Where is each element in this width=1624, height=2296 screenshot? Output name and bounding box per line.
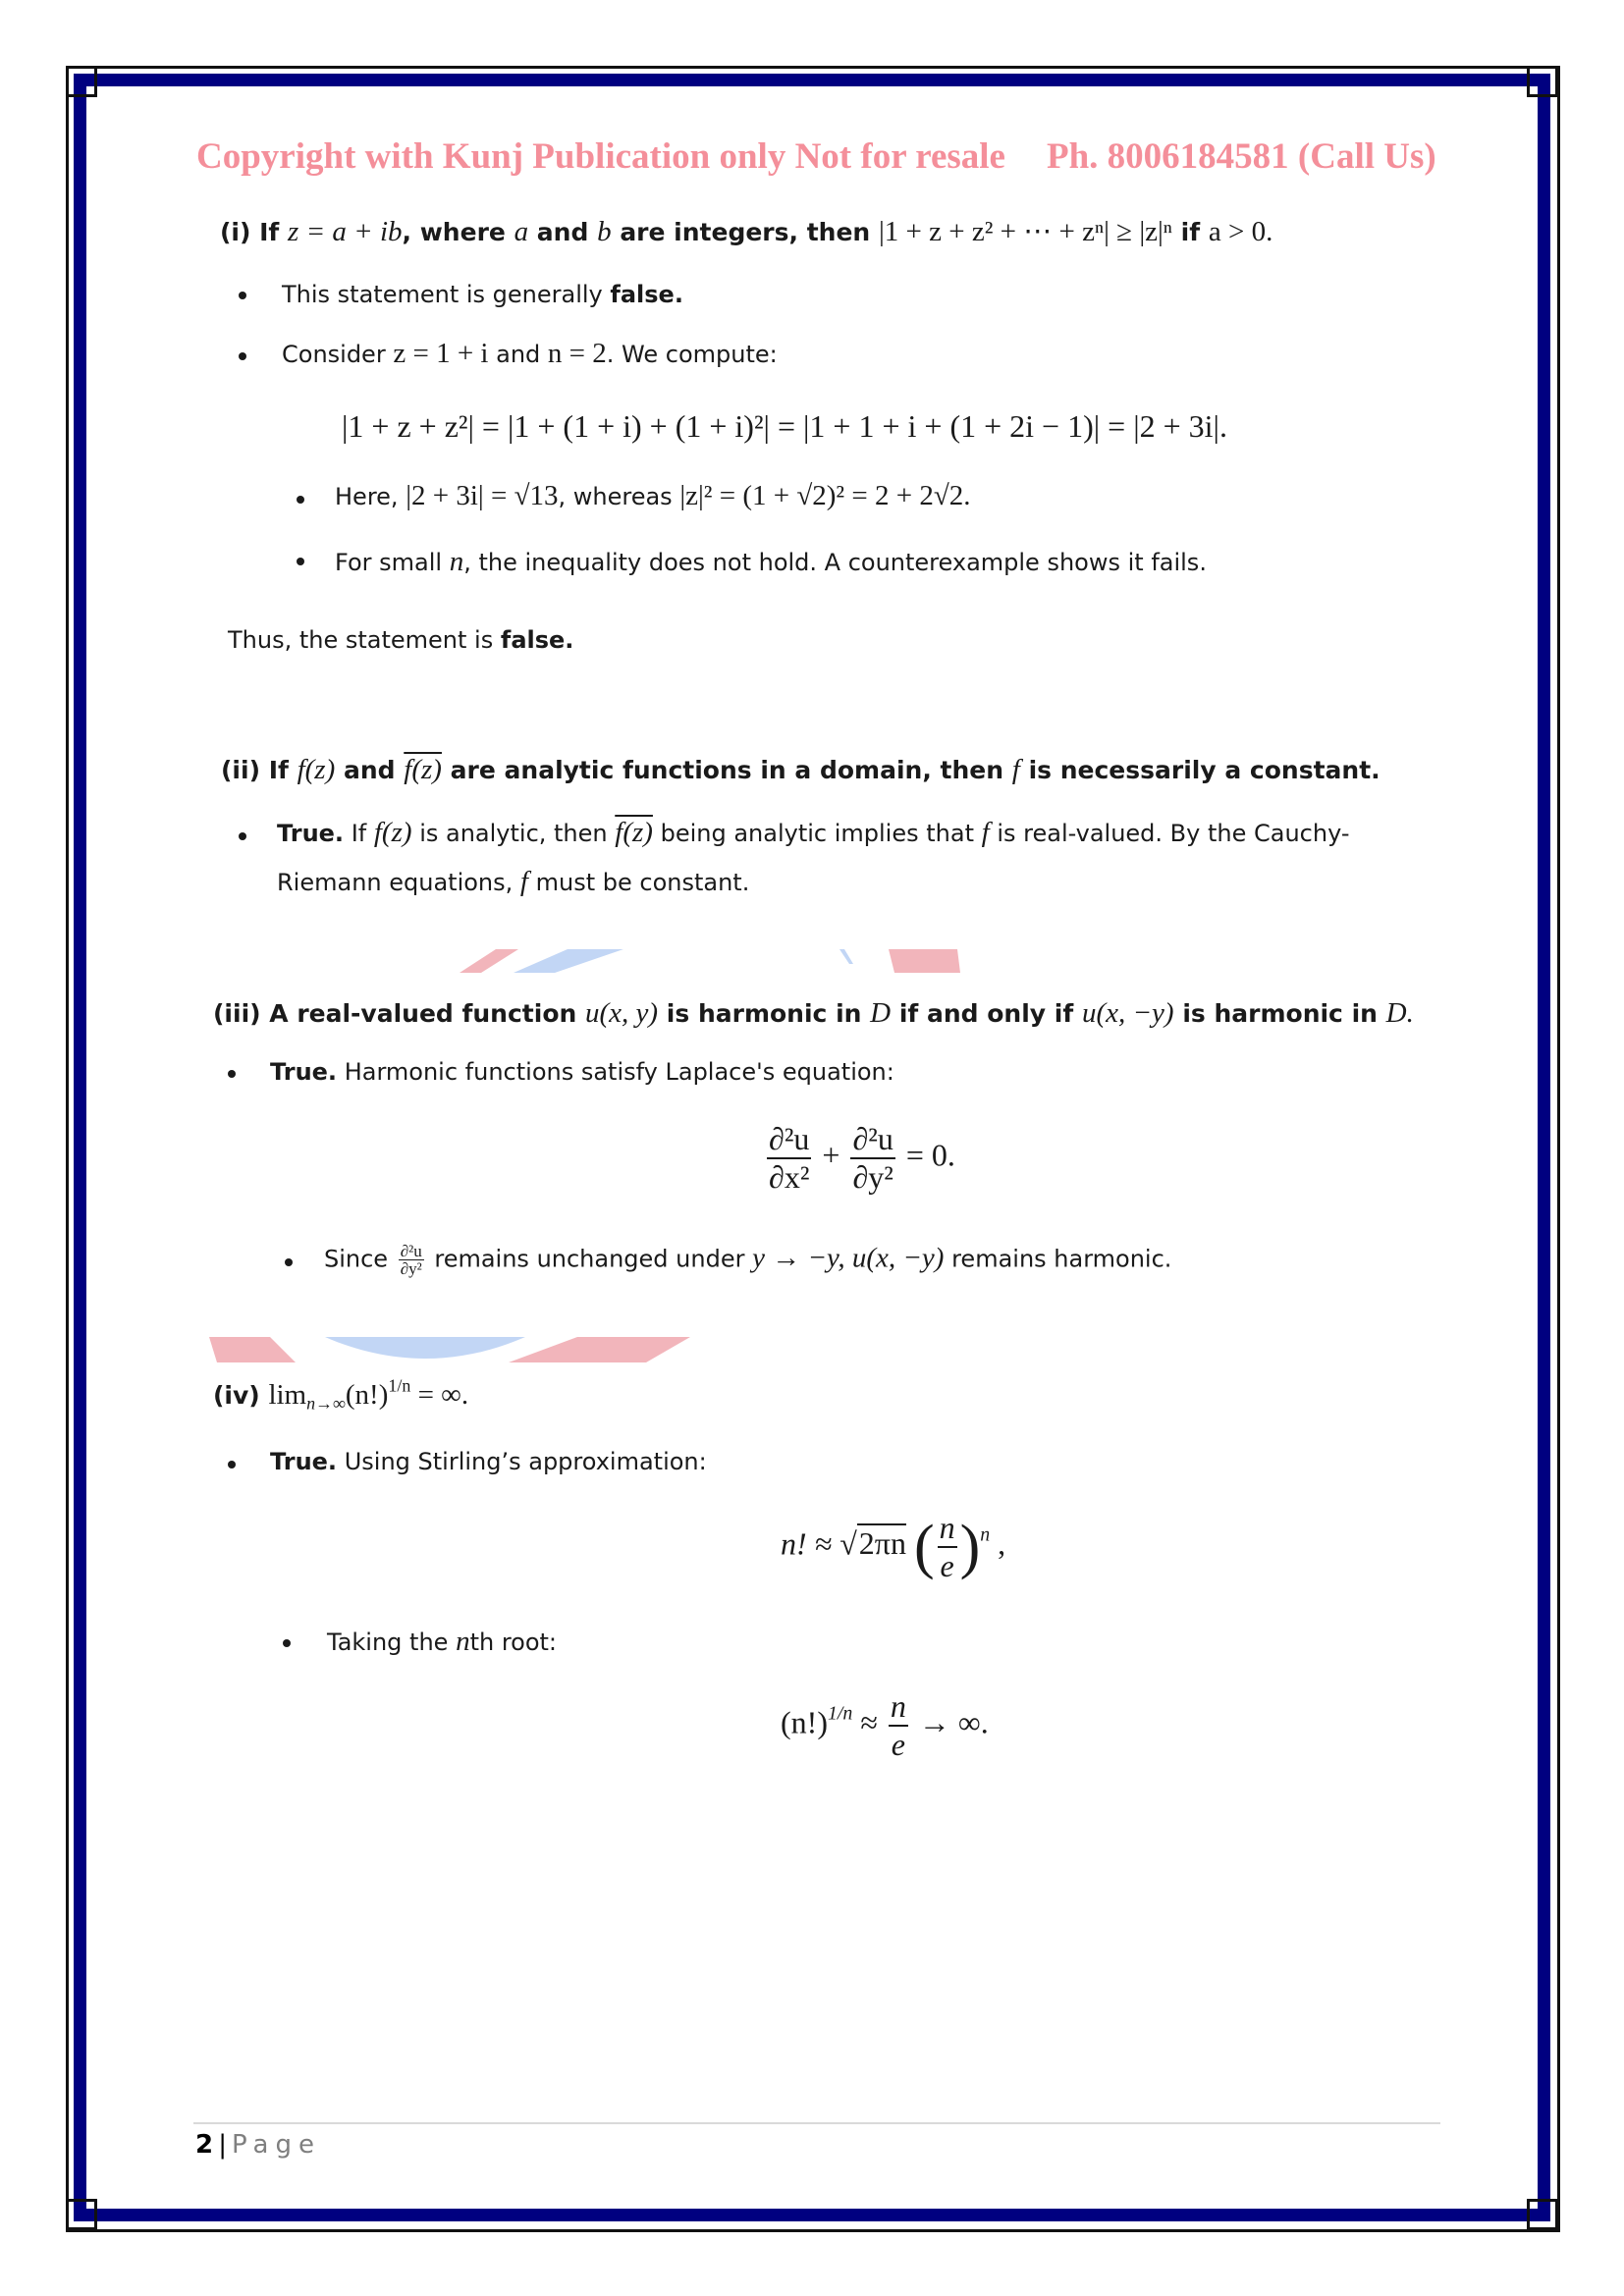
section-iii-bullet-1 — [270, 1060, 894, 1084]
math-expr: |z|² = (1 + √2)² = 2 + 2√2. — [679, 480, 971, 511]
plus-sign: + — [822, 1137, 840, 1173]
math-expr: a > 0. — [1208, 216, 1273, 247]
sqrt-icon: √ — [839, 1525, 857, 1562]
bullet-icon — [228, 1461, 236, 1468]
math-rhs: = ∞. — [417, 1379, 469, 1411]
border-corner-bl — [66, 2199, 97, 2230]
section-i-sub-bullet-2 — [335, 548, 1207, 576]
bullet-text: remains unchanged under — [434, 1245, 745, 1273]
section-iii-sub-bullet-1 — [324, 1243, 1171, 1277]
math-expr: y → −y, u(x, −y) — [752, 1242, 945, 1274]
bullet-bold-text: True. — [270, 1448, 338, 1475]
bullet-bold-text: false. — [610, 281, 683, 308]
border-corner-tr — [1527, 66, 1558, 97]
math-expr: f(z) — [373, 817, 412, 848]
page-footer — [195, 2130, 321, 2160]
math-var: n — [449, 546, 464, 577]
lim-subscript: n→∞ — [306, 1393, 346, 1414]
lim-operator: lim — [268, 1379, 307, 1411]
section-ii-bullet-1 — [277, 819, 1350, 847]
border-left — [74, 74, 86, 2221]
copyright-notice — [196, 135, 1005, 178]
heading-label: (iii) A real-valued function — [213, 999, 577, 1028]
limit-expression — [268, 1375, 469, 1414]
section-ii-bullet-1-line-2 — [277, 868, 749, 896]
bullet-text: Here, — [335, 483, 399, 510]
border-corner-br — [1527, 2199, 1558, 2230]
bullet-text: being analytic implies that — [660, 820, 974, 847]
fraction — [889, 1688, 908, 1763]
math-expr: f(z) — [297, 754, 336, 785]
heading-text: if — [1180, 218, 1201, 246]
fraction-numerator: ∂²u — [767, 1121, 811, 1159]
section-iii-heading — [213, 997, 1414, 1030]
math-var: n — [456, 1626, 470, 1657]
bullet-icon — [285, 1258, 293, 1266]
watermark-stripe-pink — [509, 1337, 690, 1362]
bullet-text: Riemann equations, — [277, 869, 514, 896]
heading-text: , where — [402, 218, 506, 246]
section-i-sub-bullet-1 — [335, 482, 971, 510]
bullet-icon — [239, 352, 246, 360]
bullet-icon — [239, 832, 246, 840]
bullet-text: This statement is generally — [282, 281, 603, 308]
math-expr: u(x, −y) — [1081, 997, 1174, 1029]
watermark-tick-blue — [839, 949, 853, 964]
section-i-heading — [220, 214, 1272, 248]
heading-text: is harmonic in — [666, 999, 862, 1028]
section-i-conclusion — [228, 628, 573, 652]
fraction — [850, 1121, 894, 1196]
fraction-numerator: ∂²u — [400, 1242, 422, 1260]
bullet-icon — [239, 292, 246, 299]
phone-notice — [1047, 135, 1436, 178]
section-i-equation — [342, 408, 1227, 445]
bullet-text: remains harmonic. — [951, 1245, 1172, 1273]
right-paren: ) — [959, 1514, 981, 1580]
heading-label: (i) If — [220, 218, 280, 246]
bullet-icon — [228, 1070, 236, 1078]
approx-sign: ≈ — [860, 1704, 878, 1740]
fraction-numerator: n — [938, 1510, 957, 1548]
math-expr-conjugate: f(z) — [404, 754, 442, 785]
bullet-text: , the inequality does not hold. A counterexample shows it fails. — [463, 549, 1207, 576]
math-expr-conjugate: f(z) — [615, 817, 653, 848]
bullet-bold-text: True. — [277, 820, 345, 847]
nth-root-equation — [781, 1688, 989, 1763]
conclusion-bold: false. — [500, 626, 574, 654]
bullet-text: , whereas — [558, 483, 673, 510]
bullet-text: Taking the — [327, 1629, 449, 1656]
section-ii-heading — [221, 754, 1380, 786]
display-equation: |1 + z + z²| = |1 + (1 + i) + (1 + i)²| = |1 + 1 + i + (1 + 2i − 1)| = |2 + 3i|. — [342, 408, 1227, 444]
equation-lhs: n! ≈ — [781, 1525, 833, 1562]
math-superscript: 1/n — [388, 1375, 411, 1396]
math-var: f — [1011, 754, 1020, 785]
math-superscript: 1/n — [827, 1702, 853, 1725]
math-var: D — [870, 997, 892, 1029]
border-bottom — [74, 2209, 1550, 2221]
heading-label: (ii) If — [221, 756, 289, 784]
math-expr: z = a + ib — [288, 216, 403, 247]
border-right — [1538, 74, 1550, 2221]
phone-text: Ph. 8006184581 (Call Us) — [1047, 136, 1436, 177]
math-var: a — [514, 216, 529, 247]
heading-text: are analytic functions in a domain, then — [450, 756, 1004, 784]
math-expr: z = 1 + i — [393, 338, 489, 369]
fraction — [767, 1121, 811, 1196]
equation-lhs: (n!) — [781, 1704, 828, 1740]
math-var: b — [597, 216, 612, 247]
math-expr: n = 2 — [547, 338, 607, 369]
bullet-text: th root: — [469, 1629, 558, 1656]
bullet-text: is analytic, then — [419, 820, 608, 847]
stirling-equation — [781, 1510, 1005, 1584]
fraction-denominator: ∂y² — [400, 1259, 422, 1278]
border-corner-tl2 — [57, 57, 82, 82]
heading-text: is necessarily a constant. — [1028, 756, 1380, 784]
fraction-denominator: e — [940, 1548, 954, 1583]
fraction — [938, 1510, 957, 1584]
heading-text: and — [343, 756, 396, 784]
page-separator: | — [218, 2130, 227, 2160]
fraction-denominator: ∂x² — [769, 1159, 810, 1195]
copyright-text: Copyright with Kunj Publication only Not for resale — [196, 136, 1005, 177]
section-iv-sub-bullet-1 — [327, 1628, 557, 1656]
bullet-text: Using Stirling’s approximation: — [344, 1448, 707, 1475]
equation-rhs: = 0. — [905, 1137, 955, 1173]
bullet-icon — [297, 496, 304, 504]
bullet-text: Harmonic functions satisfy Laplace's equation: — [344, 1058, 894, 1086]
section-iii-laplace-equation — [764, 1121, 955, 1196]
watermark-fragment-1 — [452, 940, 982, 976]
fraction-denominator: ∂y² — [852, 1159, 893, 1195]
watermark-fragment-2 — [209, 1337, 700, 1364]
watermark-arc-blue — [325, 1337, 525, 1359]
heading-text: are integers, then — [620, 218, 871, 246]
inline-fraction — [399, 1243, 424, 1277]
math-expr: (n!) — [345, 1379, 389, 1411]
left-paren: ( — [913, 1514, 935, 1580]
heading-label: (iv) — [213, 1381, 260, 1410]
watermark-stripe-pink — [460, 949, 518, 973]
page-label: Page — [232, 2130, 321, 2160]
section-iv-bullet-1 — [270, 1450, 707, 1473]
math-var: D. — [1385, 997, 1414, 1029]
math-expr: |2 + 3i| = √13 — [406, 480, 559, 511]
math-expr: |1 + z + z² + ⋯ + zⁿ| ≥ |z|ⁿ — [878, 216, 1172, 247]
fraction-denominator: e — [891, 1727, 905, 1762]
border-top — [74, 74, 1550, 86]
conclusion-text: Thus, the statement is — [228, 626, 494, 654]
watermark-stripe-blue — [514, 949, 623, 973]
sqrt-argument: 2πn — [858, 1525, 906, 1562]
bullet-text: must be constant. — [535, 869, 750, 896]
heading-text: is harmonic in — [1182, 999, 1378, 1028]
bullet-text: If — [351, 820, 367, 847]
fraction-numerator: ∂²u — [850, 1121, 894, 1159]
math-var: f — [519, 866, 528, 897]
math-superscript: n — [980, 1523, 991, 1546]
section-i-bullet-1 — [282, 283, 683, 306]
bullet-text: . We compute: — [606, 341, 778, 368]
equation-rhs: → ∞. — [918, 1704, 989, 1740]
bullet-text: For small — [335, 549, 443, 576]
footer-divider — [193, 2122, 1440, 2124]
section-i-bullet-2 — [282, 340, 778, 368]
equation-tail: , — [998, 1525, 1006, 1562]
page-number: 2 — [195, 2130, 214, 2160]
bullet-icon — [283, 1639, 291, 1647]
fraction-numerator: n — [889, 1688, 908, 1727]
bullet-text: and — [496, 341, 541, 368]
bullet-text: Since — [324, 1245, 389, 1273]
watermark-block-pink — [889, 949, 960, 973]
bullet-text: is real-valued. By the Cauchy- — [997, 820, 1350, 847]
section-iv-heading — [213, 1375, 469, 1414]
bullet-text: Consider — [282, 341, 386, 368]
math-var: f — [981, 817, 990, 848]
heading-text: and — [536, 218, 589, 246]
watermark-stripe-pink — [209, 1337, 296, 1362]
math-expr: u(x, y) — [585, 997, 659, 1029]
heading-text: if and only if — [898, 999, 1074, 1028]
bullet-bold-text: True. — [270, 1058, 338, 1086]
bullet-icon — [297, 558, 304, 565]
